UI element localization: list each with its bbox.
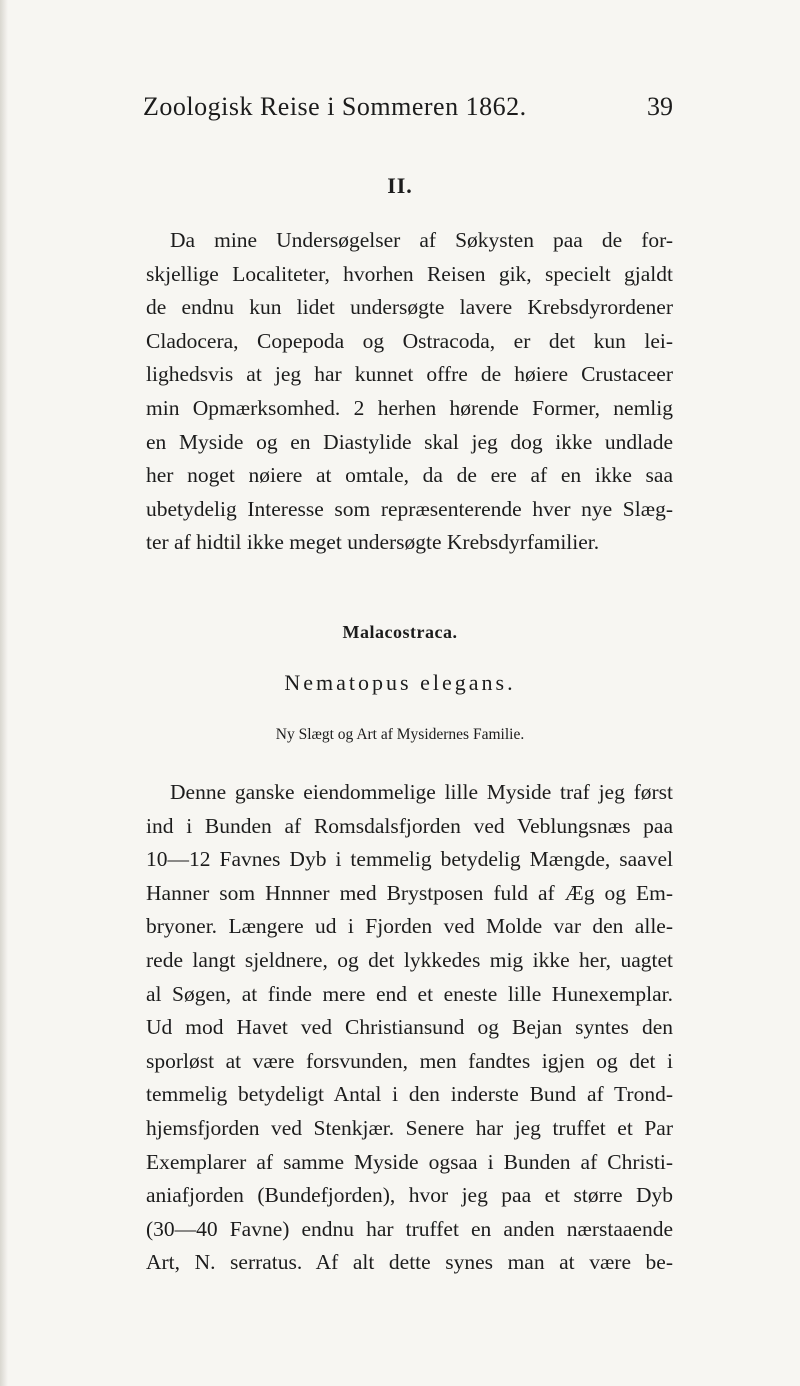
- text-line: Art, N. serratus. Af alt dette synes man at være be-: [146, 1250, 673, 1275]
- text-line: ubetydelig Interesse som repræsenterende hver nye Slæg-: [146, 496, 673, 521]
- text-line: en Myside og en Diastylide skal jeg dog ikke undlade: [146, 429, 673, 454]
- species-heading: Nematopus elegans.: [284, 670, 516, 695]
- text-line: Ud mod Havet ved Christiansund og Bejan syntes den: [146, 1015, 673, 1040]
- species-paragraph: [146, 776, 673, 1280]
- text-line: rede langt sjeldnere, og det lykkedes mig ikke her, uagtet: [146, 947, 673, 972]
- text-line: de endnu kun lidet undersøgte lavere Krebsdyrordener: [146, 295, 673, 320]
- text-line: min Opmærksomhed. 2 herhen hørende Former, nemlig: [146, 395, 673, 420]
- text-line: Denne ganske eiendommelige lille Myside traf jeg først: [170, 780, 673, 804]
- text-line: her noget nøiere at omtale, da de ere af en ikke saa: [146, 463, 673, 488]
- text-line: al Søgen, at finde mere end et eneste lille Hunexemplar.: [146, 981, 673, 1006]
- page-number: 39: [647, 92, 673, 121]
- text-line: lighedsvis at jeg har kunnet offre de høiere Crustaceer: [146, 362, 673, 387]
- text-line: ter af hidtil ikke meget undersøgte Krebsdyrfamilier.: [146, 530, 600, 555]
- text-line: aniafjorden (Bundefjorden), hvor jeg paa et større Dyb: [146, 1183, 673, 1208]
- intro-paragraph: [146, 224, 673, 560]
- text-line: Da mine Undersøgelser af Søkysten paa de for-: [170, 228, 673, 252]
- group-heading: Malacostraca.: [342, 622, 458, 642]
- running-title: Zoologisk Reise i Sommeren 1862.: [143, 92, 527, 121]
- text-line: ind i Bunden af Romsdalsfjorden ved Veblungsnæs paa: [146, 813, 673, 838]
- text-line: hjemsfjorden ved Stenkjær. Senere har jeg truffet et Par: [146, 1115, 673, 1140]
- text-line: Exemplarer af samme Myside ogsaa i Bunden af Christi-: [146, 1149, 673, 1174]
- text-line: Cladocera, Copepoda og Ostracoda, er det kun lei-: [146, 328, 673, 353]
- text-line: Hanner som Hnnner med Brystposen fuld af Æg og Em-: [146, 880, 673, 905]
- text-line: bryoner. Længere ud i Fjorden ved Molde var den alle-: [146, 914, 673, 939]
- text-line: skjellige Localiteter, hvorhen Reisen gik, specielt gjaldt: [146, 261, 673, 286]
- running-header: [143, 92, 673, 132]
- text-line: 10—12 Favnes Dyb i temmelig betydelig Mængde, saavel: [146, 847, 673, 872]
- text-line: (30—40 Favne) endnu har truffet en anden nærstaaende: [146, 1216, 673, 1241]
- text-line: sporløst at være forsvunden, men fandtes igjen og det i: [146, 1048, 673, 1073]
- section-number: II.: [387, 173, 413, 198]
- text-line: temmelig betydeligt Antal i den inderste Bund af Trond-: [146, 1082, 673, 1107]
- species-subheading: Ny Slægt og Art af Mysidernes Familie.: [275, 726, 525, 743]
